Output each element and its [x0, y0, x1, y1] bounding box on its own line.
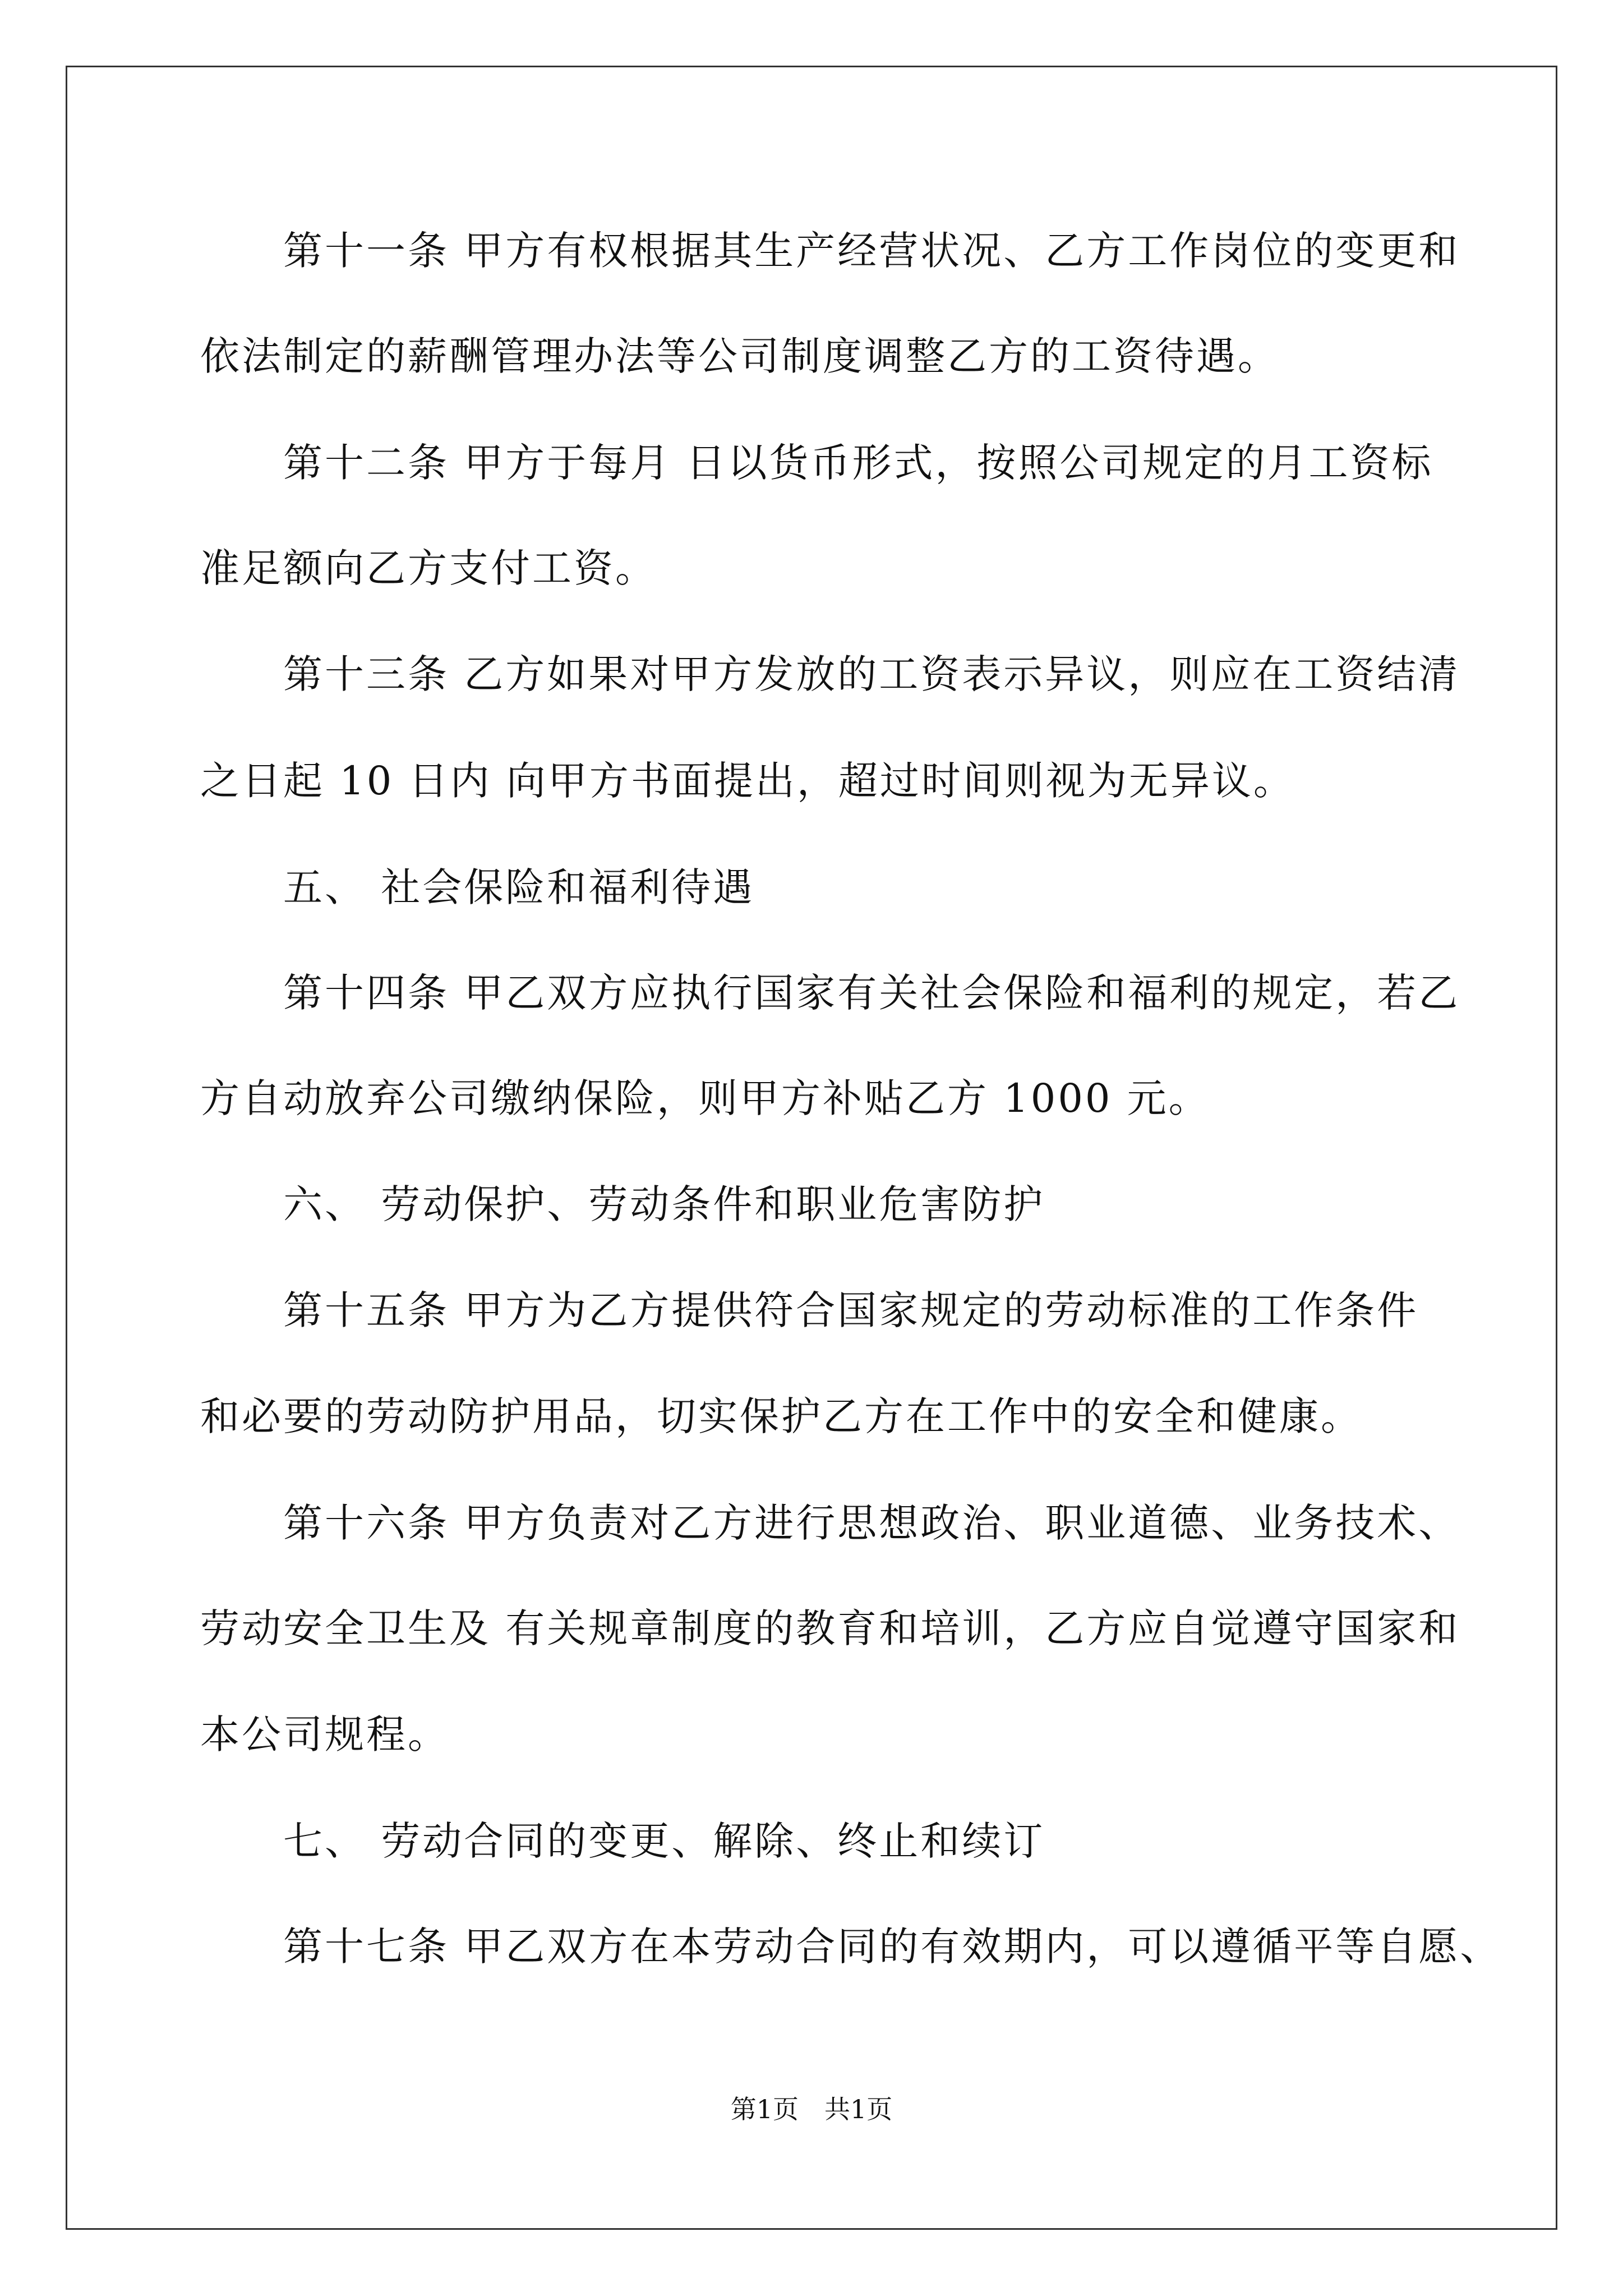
article-16-line-1: 第十六条 甲方负责对乙方进行思想政治、职业道德、业务技术、	[283, 1500, 1460, 1546]
article-16-line-3: 本公司规程。	[200, 1711, 449, 1757]
article-14-line-2: 方自动放弃公司缴纳保险，则甲方补贴乙方 1000 元。	[200, 1075, 1210, 1121]
article-15-line-1: 第十五条 甲方为乙方提供符合国家规定的劳动标准的工作条件	[283, 1287, 1419, 1333]
article-17-line-1: 第十七条 甲乙双方在本劳动合同的有效期内，可以遵循平等自愿、	[283, 1924, 1502, 1970]
article-12-line-1: 第十二条 甲方于每月 日以货币形式，按照公司规定的月工资标	[283, 440, 1433, 486]
article-11-line-1: 第十一条 甲方有权根据其生产经营状况、乙方工作岗位的变更和	[283, 228, 1460, 274]
section-7-heading: 七、 劳动合同的变更、解除、终止和续订	[283, 1818, 1045, 1864]
article-16-line-2: 劳动安全卫生及 有关规章制度的教育和培训，乙方应自觉遵守国家和	[200, 1605, 1460, 1651]
section-5-heading: 五、 社会保险和福利待遇	[283, 864, 755, 910]
article-15-line-2: 和必要的劳动防护用品，切实保护乙方在工作中的安全和健康。	[200, 1393, 1362, 1439]
article-14-line-1: 第十四条 甲乙双方应执行国家有关社会保险和福利的规定，若乙	[283, 970, 1460, 1016]
article-12-line-2: 准足额向乙方支付工资。	[200, 545, 657, 591]
page-footer: 第1页 共1页	[730, 2094, 893, 2124]
section-6-heading: 六、 劳动保护、劳动条件和职业危害防护	[283, 1181, 1045, 1227]
article-13-line-1: 第十三条 乙方如果对甲方发放的工资表示异议，则应在工资结清	[283, 651, 1460, 697]
article-13-line-2: 之日起 10 日内 向甲方书面提出，超过时间则视为无异议。	[200, 758, 1295, 804]
article-11-line-2: 依法制定的薪酬管理办法等公司制度调整乙方的工资待遇。	[200, 333, 1279, 379]
